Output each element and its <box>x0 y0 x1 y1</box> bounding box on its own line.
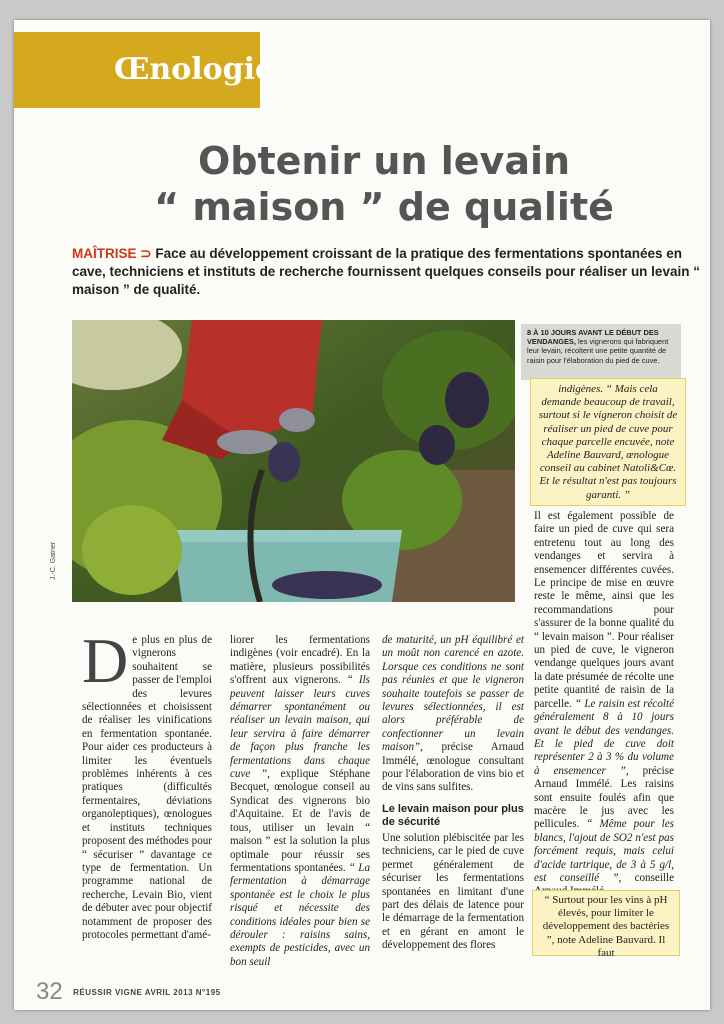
col4-quote1: “ Le raisin est récolté généralement 8 à 10 jours avant le début des vendanges. Et le pied de cuve doit représenter 2 à 3 % du volume à ensemencer ”, <box>534 697 674 777</box>
col2-p2: explique Stéphane Becquet, œnologue conseil au Syndicat des vignerons bio d'Aquitaine. Et de l'avis de tous, utiliser un levain “ maison ” est la solution la plus optimale pour réussir ses fermentations spontanées. <box>230 768 370 874</box>
column-1 <box>82 625 212 942</box>
article-title <box>74 138 694 230</box>
col2-p1: liorer les fermentations indigènes (voir encadré). En la matière, plusieurs possibilités s'offrent aux vignerons. <box>230 634 370 687</box>
col4-quote2: “ Même pour les blancs, l'ajout de SO2 n'est pas forcément requis, mais celui d'acide tartrique, de 3 à 5 g/l, est conseillé ”, <box>534 818 675 884</box>
photo-illustration <box>72 320 515 602</box>
lead-text: Face au développement croissant de la pratique des fermentations spontanées en cave, techniciens et instituts de recherche fournissent quelques conseils pour réaliser un levain “ maison ” de qualité. <box>72 246 700 297</box>
magazine-page <box>14 20 710 1010</box>
photo-caption <box>521 324 681 380</box>
grape-harvest-photo <box>72 320 515 602</box>
photo-credit: J.-C. Gatner <box>50 541 57 580</box>
col4-p3: conseille <box>634 871 674 884</box>
col4-p1: Il est également possible de faire un pied de cuve qui sera entretenu tout au long des vendanges et servira à ensemencer différentes cuvées. Le principe de mise en œuvre reste le même, ainsi que les recommandations pour s'assurer de la bonne qualité du “ levain maison ”. Pour réaliser un pied de cuve, le vigneron vendange quelques jours avant la date présumée de récolte une petite quantité de raisin de la parcelle. <box>534 510 674 710</box>
section-rubric <box>14 32 275 108</box>
caption-text: les vignerons qui fabriquent leur levain, récoltent une petite quantité de raisin pour l'élaboration du pied de cuve. <box>527 337 669 365</box>
rubric-label: Œnologie <box>114 52 275 87</box>
subheading: Le levain maison pour plus de sécurité <box>382 802 524 828</box>
col2-quote1: “ Ils peuvent laisser leurs cuves démarrer spontanément ou réaliser un levain maison, qui leur servira à faire démarrer de façon plus franche les fermentations dans chaque cuve ”, <box>230 674 370 781</box>
col2-quote2: “ La fermentation à démarrage spontanée est le choix le plus risqué et nécessite des conditions idéales pour bien se dérouler : raisins sains, exempts de pesticides, avec un bon seuil <box>230 861 370 968</box>
arrow-icon: ⊃ <box>140 246 152 261</box>
publication-info: RÉUSSIR VIGNE AVRIL 2013 N°195 <box>73 987 221 997</box>
page-number: 32 <box>36 978 63 1005</box>
column-3 <box>382 634 524 953</box>
caption-bold: 8 À 10 JOURS AVANT LE DÉBUT DES VENDANGES, <box>527 328 659 347</box>
col3-p2: Une solution plébiscitée par les techniciens, car le pied de cuve permet généralement de sécuriser les fermentations spontanées en limitant d'une part des délais de latence pour le démarrage de la fermentation et en gérant en amont le développement des flores <box>382 831 524 952</box>
col3-quote1: de maturité, un pH équilibré et un moût non carencé en azote. Lorsque ces conditions ne sont pas réunies et que le vigneron souhaite toutefois se passer de levures sélectionnées, il est alors préférable de confectionner un levain maison”, <box>382 634 524 754</box>
drop-cap: D <box>82 625 129 696</box>
article-lead <box>72 245 702 299</box>
title-line-1: Obtenir un levain <box>197 139 571 183</box>
page-footer <box>36 978 221 1006</box>
col1-text: e plus en plus de vignerons souhaitent se passer de l'emploi des levures sélectionnées et choisissent de réaliser les vinifications en fermentation spontanée. Pour aider ces producteurs à limiter les éventuels problèmes inhérents à ces pratiques (difficultés fermentaires, déviations organoleptiques), œnologues et instituts techniques proposent des méthodes pour “ sécuriser ” davantage ce type de fermentation. Un programme national de recherche, Levain Bio, vient de débuter avec pour objectif notamment de proposer des protocoles permettant d'amé- <box>82 634 212 941</box>
col3-p1: précise Arnaud Immélé, œnologue consultant pour l'élaboration de vins bio et de vins sans sulfites. <box>382 741 524 794</box>
lead-keyword: MAÎTRISE <box>72 246 137 261</box>
column-4 <box>534 510 674 899</box>
title-line-2: “ maison ” de qualité <box>154 185 614 229</box>
col4-p2: précise Arnaud Immélé. Les raisins sont ensuite foulés afin que macère le jus avec les pellicules. <box>534 764 674 831</box>
highlighted-quote-1: indigènes. “ Mais cela demande beaucoup de travail, surtout si le vigneron choisit de réaliser un pied de cuve pour chaque parcelle encuvée, note Adeline Bauvard, œnologue conseil au cabinet Natoli&Cœ. Et le résultat n'est pas toujours garanti. ” <box>530 378 686 506</box>
column-2 <box>230 634 370 969</box>
highlighted-quote-2: “ Surtout pour les vins à pH élevés, pour limiter le développement des bactéries ”, note Adeline Bauvard. Il faut <box>532 890 680 956</box>
